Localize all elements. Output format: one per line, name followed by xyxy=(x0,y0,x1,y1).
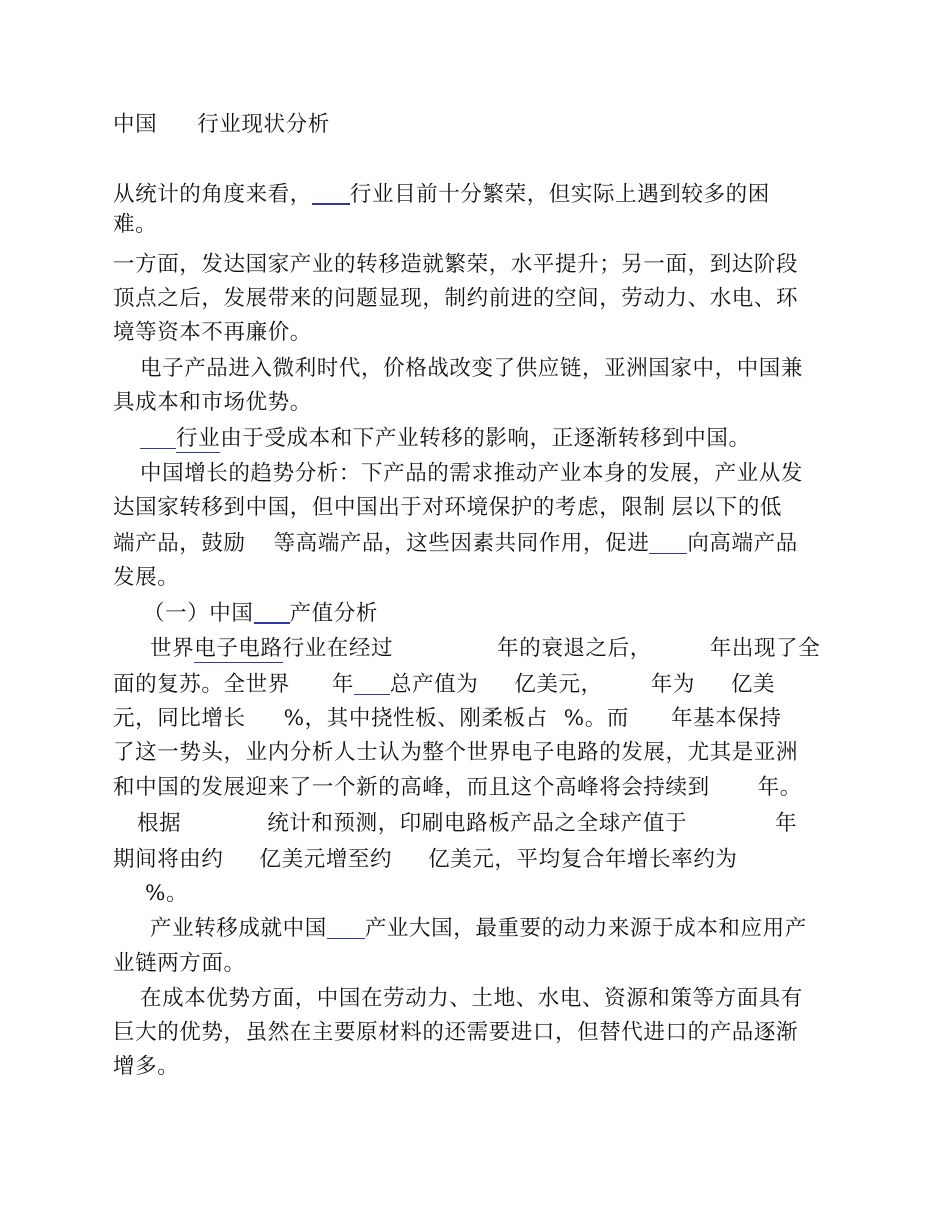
document-title xyxy=(113,111,330,139)
paragraph-3-line-1: 电子产品进入微利时代，价格战改变了供应链，亚洲国家中，中国兼 xyxy=(140,356,804,381)
paragraph-9-line-2: 巨大的优势，虽然在主要原材料的还需要进口，但替代进口的产品逐渐 xyxy=(113,1020,799,1045)
paragraph-1-line-1: 从统计的角度来看， 行业目前十分繁荣，但实际上遇到较多的困 xyxy=(113,182,770,207)
paragraph-6-line-3: 元，同比增长 %，其中挠性板、刚柔板占 %。而 年基本保持 xyxy=(113,706,782,731)
paragraph-6-line-5: 和中国的发展迎来了一个新的高峰，而且这个高峰将会持续到 年。 xyxy=(113,775,802,800)
paragraph-5-line-3: 端产品，鼓励 等高端产品，这些因素共同作用，促进 向高端产品 xyxy=(113,531,798,556)
section-heading-1: （一）中国 产值分析 xyxy=(143,601,378,626)
title-part-1: 中国 xyxy=(113,112,158,137)
paragraph-2-line-3: 境等资本不再廉价。 xyxy=(113,320,312,345)
paragraph-6-line-4: 了这一势头，业内分析人士认为整个世界电子电路的发展，尤其是亚洲 xyxy=(113,740,799,765)
blank-underline xyxy=(140,426,176,449)
blank-underline xyxy=(327,916,365,939)
paragraph-5-line-2: 达国家转移到中国，但中国出于对环境保护的考虑，限制 层以下的低 xyxy=(113,495,783,520)
blank-underline xyxy=(312,181,350,205)
paragraph-2-line-1: 一方面，发达国家产业的转移造就繁荣，水平提升；另一面，到达阶段 xyxy=(113,252,799,277)
paragraph-4-line-1: 行业由于受成本和下产业转移的影响，正逐渐转移到中国。 xyxy=(140,425,751,453)
paragraph-6-line-1: 世界电子电路行业在经过 年的衰退之后， 年出现了全 xyxy=(150,636,821,661)
paragraph-8-line-2: 业链两方面。 xyxy=(113,951,246,976)
paragraph-5-line-1: 中国增长的趋势分析：下产品的需求推动产业本身的发展，产业从发 xyxy=(140,461,804,486)
paragraph-5-line-4: 发展。 xyxy=(113,565,180,590)
paragraph-6-line-2: 面的复苏。全世界 年 总产值为 亿美元， 年为 亿美 xyxy=(113,672,776,697)
title-part-2: 行业现状分析 xyxy=(197,112,330,137)
paragraph-7-line-2: 期间将由约 亿美元增至约 亿美元，平均复合年增长率约为 xyxy=(113,847,738,872)
paragraph-3-line-2: 具成本和市场优势。 xyxy=(113,390,312,415)
paragraph-2-line-2: 顶点之后，发展带来的问题显现，制约前进的空间，劳动力、水电、环 xyxy=(113,286,799,311)
paragraph-7-line-1: 根据 统计和预测，印刷电路板产品之全球产值于 年 xyxy=(137,811,798,836)
blank-underline xyxy=(254,600,290,624)
paragraph-9-line-1: 在成本优势方面，中国在劳动力、土地、水电、资源和策等方面具有 xyxy=(140,986,804,1011)
paragraph-1-line-2: 难。 xyxy=(113,212,158,237)
paragraph-8-line-1: 产业转移成就中国 产业大国，最重要的动力来源于成本和应用产 xyxy=(150,916,807,941)
paragraph-9-line-3: 增多。 xyxy=(113,1054,180,1079)
blank-underline xyxy=(354,672,390,695)
blank-underline xyxy=(649,531,687,554)
paragraph-7-line-3: %。 xyxy=(145,881,189,906)
